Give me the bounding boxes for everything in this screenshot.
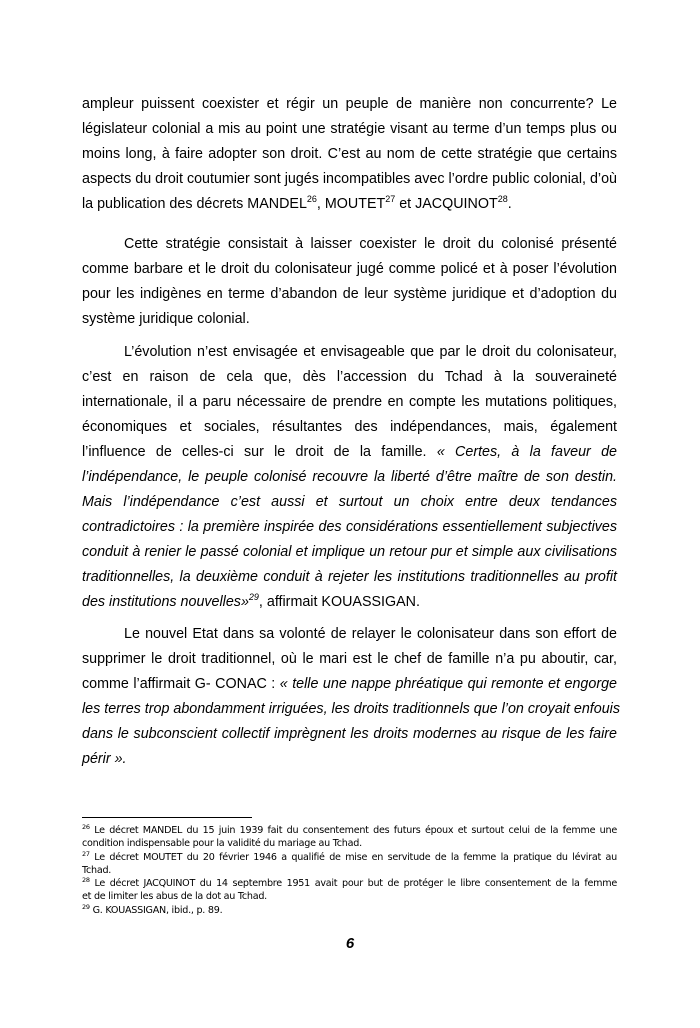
footnote-text: et de limiter les abus de la dot au Tchad.	[82, 891, 267, 903]
text-line	[82, 490, 617, 515]
text-run: périr ».	[82, 751, 127, 767]
text-run: internationale, il a paru nécessaire de prendre en compte les mutations politiques,	[82, 394, 617, 410]
footnote-separator	[82, 817, 252, 818]
text-run: des institutions nouvelles»	[82, 594, 249, 610]
footnote-line	[82, 837, 617, 850]
text-run: supprimer le droit traditionnel, où le mari est le chef de famille n’a pu aboutir, car,	[82, 651, 617, 667]
footnote-number: 28	[82, 876, 90, 885]
text-line	[82, 747, 617, 772]
text-run: contradictoires : la première inspirée des considérations essentiellement subjectives	[82, 519, 617, 535]
footnote-text: G. KOUASSIGAN, ibid., p. 89.	[92, 904, 223, 916]
text-run: L’évolution n’est envisagée et envisageable que par le droit du colonisateur,	[124, 344, 617, 360]
text-run: Mais l’indépendance c’est aussi et surtout un choix entre deux tendances	[82, 494, 617, 510]
text-line	[82, 92, 617, 117]
text-run: l’influence de celles-ci sur le droit de la famille.	[82, 444, 437, 460]
text-line	[82, 622, 617, 647]
text-run: Cette stratégie consistait à laisser coexister le droit du colonisé présenté	[124, 236, 617, 252]
footnote-number: 27	[82, 849, 90, 858]
text-line	[82, 515, 617, 540]
footnote-line	[82, 890, 617, 903]
text-line	[82, 672, 617, 697]
footnote-text: Tchad.	[82, 864, 112, 876]
text-run: , MOUTET	[316, 196, 386, 212]
footnote-text: condition indispensable pour la validité du mariage au Tchad.	[82, 838, 362, 850]
footnote-ref: 26	[306, 194, 317, 204]
text-run: traditionnelles, la deuxième conduit à rejeter les institutions traditionnelles au profit	[82, 569, 617, 585]
text-line	[82, 565, 617, 590]
text-line	[82, 117, 617, 142]
footnote-line	[82, 904, 617, 917]
text-line	[82, 540, 617, 565]
footnote-ref: 28	[497, 194, 508, 204]
text-line	[82, 232, 617, 257]
text-line	[82, 722, 617, 747]
footnote-number: 29	[82, 902, 90, 911]
text-run: , affirmait KOUASSIGAN.	[258, 594, 420, 610]
text-line	[82, 340, 617, 365]
page-number: 6	[345, 935, 355, 952]
text-line	[82, 167, 617, 192]
footnote-ref: 27	[385, 194, 396, 204]
text-run: conduit à renier le passé colonial et implique un retour pur et simple aux civilisations	[82, 544, 617, 560]
text-run: « telle une nappe phréatique qui remonte et engorge	[279, 676, 617, 692]
footnote-line	[82, 864, 617, 877]
paragraph	[82, 340, 617, 615]
paragraph	[82, 622, 620, 772]
text-run: « Certes, à la faveur de	[436, 444, 617, 460]
text-run: .	[507, 196, 512, 212]
text-line	[82, 282, 617, 307]
text-run: dans le subconscient collectif imprègnent les droits modernes au risque de les faire	[82, 726, 617, 742]
text-run: aspects du droit coutumier sont jugés incompatibles avec l’ordre public colonial, d’où	[82, 171, 617, 187]
paragraph	[82, 92, 617, 217]
text-run: la publication des décrets MANDEL	[82, 196, 307, 212]
text-line	[82, 192, 617, 217]
footnote-ref: 29	[248, 592, 259, 602]
text-run: système juridique colonial.	[82, 311, 250, 327]
text-run: législateur colonial a mis au point une stratégie visant au terme d’un temps plus ou	[82, 121, 617, 137]
text-line	[82, 307, 617, 332]
footnote-line	[82, 851, 617, 864]
text-run: économiques et sociales, résultantes des indépendances, mais, également	[82, 419, 617, 435]
text-run: comme l’affirmait G- CONAC :	[82, 676, 280, 692]
text-line	[82, 465, 617, 490]
footnote-number: 26	[82, 823, 90, 831]
text-run: comme barbare et le droit du colonisateur jugé comme policé et à poser l’évolution	[82, 261, 617, 277]
footnotes	[82, 824, 617, 917]
paragraph	[82, 232, 617, 332]
text-line	[82, 697, 620, 722]
text-line	[82, 257, 617, 282]
text-line	[82, 142, 617, 167]
text-run: et JACQUINOT	[395, 196, 498, 212]
text-run: moins long, à faire adopter son droit. C’est au nom de cette stratégie que certains	[82, 146, 617, 162]
footnote-text: Le décret JACQUINOT du 14 septembre 1951 avait pour but de protéger le libre consentement de la femme	[94, 878, 617, 890]
text-run: pour les indigènes en terme d’abandon de leur système juridique et d’adoption du	[82, 286, 617, 302]
text-line	[82, 365, 617, 390]
footnote-line	[82, 824, 617, 837]
text-line	[82, 647, 617, 672]
text-run: l’indépendance, le peuple colonisé recouvre la liberté d’être maître de son destin.	[82, 469, 617, 485]
text-line	[82, 415, 617, 440]
text-line	[82, 590, 617, 615]
text-run: Le nouvel Etat dans sa volonté de relayer le colonisateur dans son effort de	[124, 626, 617, 642]
text-run: les terres trop abondamment irriguées, les droits traditionnels que l’on croyait enfouis	[82, 701, 620, 717]
text-line	[82, 440, 617, 465]
text-run: c’est en raison de cela que, dès l’accession du Tchad à la souveraineté	[82, 369, 617, 385]
footnote-text: Le décret MOUTET du 20 février 1946 a qualifié de mise en servitude de la femme la pratique du lévirat au	[94, 851, 617, 863]
footnote-line	[82, 877, 617, 890]
text-line	[82, 390, 617, 415]
footnote-text: Le décret MANDEL du 15 juin 1939 fait du consentement des futurs époux et surtout celui de la femme une	[94, 825, 617, 836]
text-run: ampleur puissent coexister et régir un peuple de manière non concurrente? Le	[82, 96, 617, 112]
